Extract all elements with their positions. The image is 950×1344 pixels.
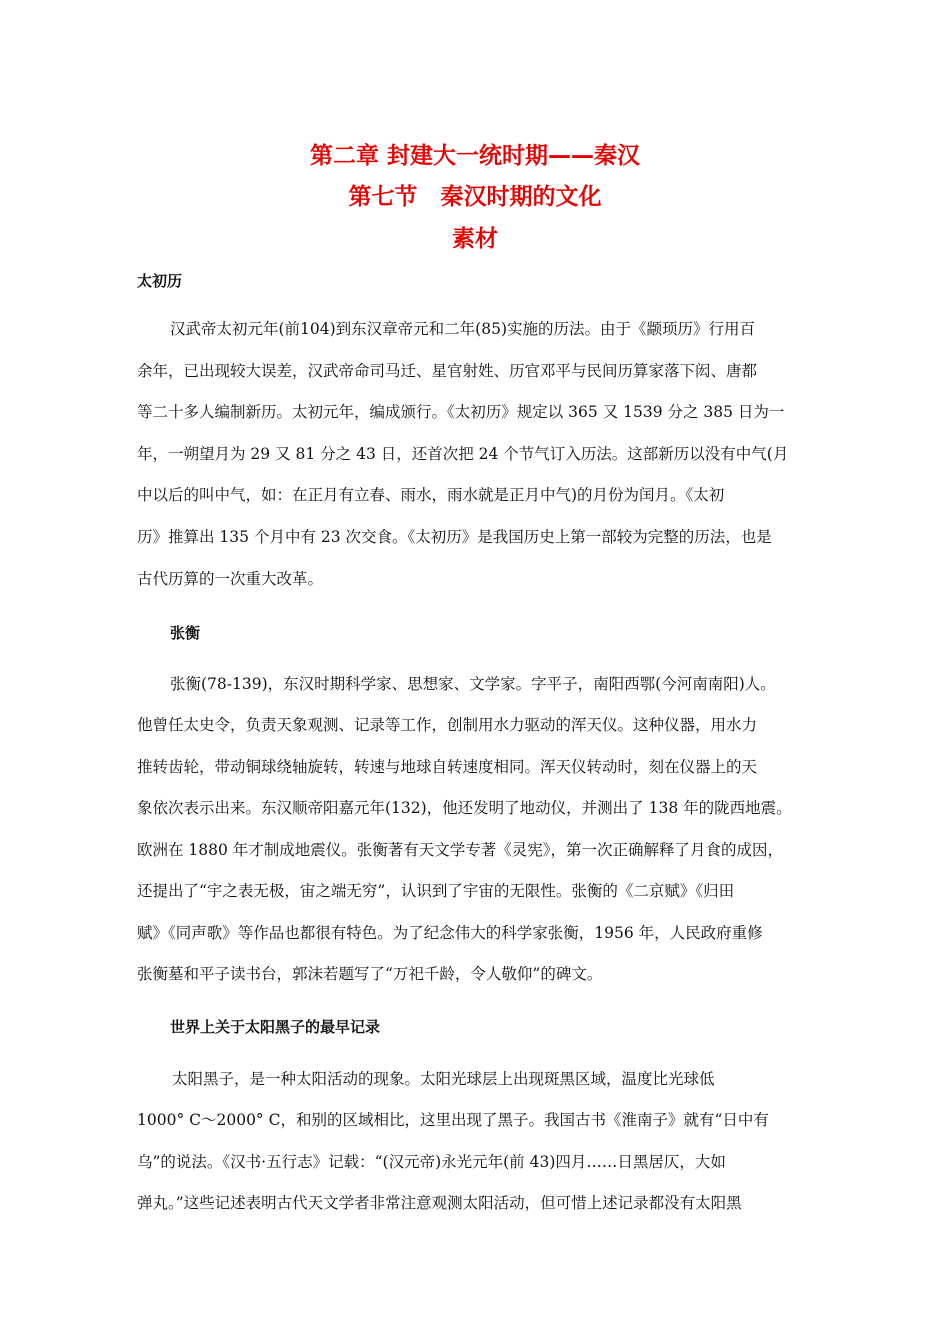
paragraph-line: 等二十多人编制新历。太初元年，编成颁行。《太初历》规定以 365 又 1539 分之 385 日为一 [137, 403, 785, 421]
paragraph-line: 1000° C～2000° C，和别的区域相比，这里出现了黑子。我国古书《淮南子》就有“日中有 [137, 1111, 769, 1129]
section-heading-zhangheng: 张衡 [170, 624, 201, 642]
section-title: 第七节 秦汉时期的文化 [348, 184, 602, 210]
section-heading-taichuli: 太初历 [137, 272, 183, 290]
paragraph-line: 张衡(78-139)，东汉时期科学家、思想家、文学家。字平子，南阳西鄂(今河南南阳)人。 [170, 675, 776, 693]
paragraph-line: 古代历算的一次重大改革。 [137, 570, 324, 588]
paragraph-line: 欧洲在 1880 年才制成地震仪。张衡著有天文学专著《灵宪》，第一次正确解释了月食的成因， [137, 841, 784, 859]
paragraph-line: 中以后的叫中气，如：在正月有立春、雨水，雨水就是正月中气)的月份为闰月。《太初 [137, 486, 725, 504]
section-heading-sunspots: 世界上关于太阳黑子的最早记录 [170, 1018, 381, 1036]
paragraph-line: 张衡墓和平子读书台，郭沫若题写了“万祀千龄，令人敬仰”的碑文。 [137, 965, 603, 983]
paragraph-line: 象依次表示出来。东汉顺帝阳嘉元年(132)，他还发明了地动仪，并测出了 138 年的陇西地震。 [137, 799, 792, 817]
paragraph-line: 弹丸。”这些记述表明古代天文学者非常注意观测太阳活动，但可惜上述记录都没有太阳黑 [137, 1194, 742, 1212]
paragraph-line: 他曾任太史令，负责天象观测、记录等工作，创制用水力驱动的浑天仪。这种仪器，用水力 [137, 716, 758, 734]
paragraph-line: 余年，已出现较大误差，汉武帝命司马迁、星官射姓、历官邓平与民间历算家落下闳、唐都 [137, 362, 758, 380]
paragraph-line: 汉武帝太初元年(前104)到东汉章帝元和二年(85)实施的历法。由于《颛顼历》行用百 [170, 320, 755, 338]
paragraph-line: 还提出了“宇之表无极，宙之端无穷”，认识到了宇宙的无限性。张衡的《二京赋》《归田 [137, 882, 735, 900]
material-title: 素材 [452, 226, 498, 252]
paragraph-line: 年，一朔望月为 29 又 81 分之 43 日，还首次把 24 个节气订入历法。这部新历以没有中气(月 [137, 445, 789, 463]
paragraph-line: 赋》《同声歌》等作品也都很有特色。为了纪念伟大的科学家张衡，1956 年，人民政府重修 [137, 924, 763, 942]
paragraph-line: 推转齿轮，带动铜球绕轴旋转，转速与地球自转速度相同。浑天仪转动时，刻在仪器上的天 [137, 758, 758, 776]
paragraph-line: 历》推算出 135 个月中有 23 次交食。《太初历》是我国历史上第一部较为完整的历法，也是 [137, 528, 772, 546]
chapter-title: 第二章 封建大一统时期——秦汉 [309, 143, 640, 169]
paragraph-line: 太阳黑子，是一种太阳活动的现象。太阳光球层上出现斑黑区域，温度比光球低 [172, 1070, 715, 1088]
paragraph-line: 乌”的说法。《汉书·五行志》记载：“(汉元帝)永光元年(前 43)四月……日黑居仄，大如 [137, 1153, 726, 1171]
